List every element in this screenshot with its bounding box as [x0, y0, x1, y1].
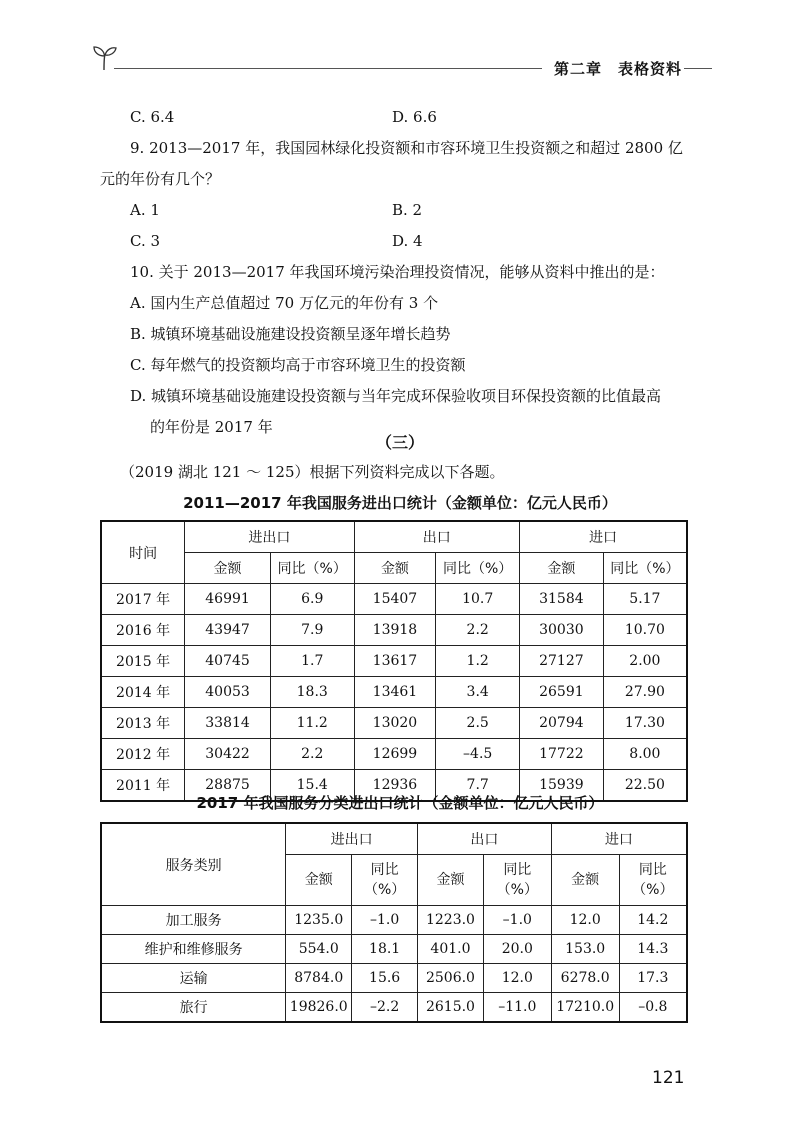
- table-cell: 27127: [520, 646, 604, 677]
- table-cell: 2011 年: [101, 770, 185, 802]
- table2: [100, 822, 688, 1023]
- table-cell: 46991: [185, 584, 271, 615]
- table-row: [101, 708, 687, 739]
- table-cell: 20.0: [483, 935, 551, 964]
- table-cell: –1.0: [352, 906, 418, 935]
- chapter-section: 表格资料: [618, 60, 683, 78]
- table-cell: 40053: [185, 677, 271, 708]
- table-cell: 2.2: [436, 615, 520, 646]
- table-cell: 2012 年: [101, 739, 185, 770]
- table-cell: 6.9: [270, 584, 354, 615]
- table-row: [101, 739, 687, 770]
- table2-header-category: 服务类别: [101, 823, 286, 906]
- page-number: 121: [652, 1068, 685, 1088]
- table2-title: 2017 年我国服务分类进出口统计（金额单位：亿元人民币）: [196, 794, 604, 812]
- table1-subheader-yoy: 同比（%）: [270, 553, 354, 584]
- table-cell: 33814: [185, 708, 271, 739]
- table-cell: 1235.0: [286, 906, 352, 935]
- yoy-unit: （%）: [632, 882, 674, 898]
- table2-header-total: 进出口: [286, 823, 418, 855]
- table-cell: –11.0: [483, 993, 551, 1023]
- table-cell: 3.4: [436, 677, 520, 708]
- yoy-label: 同比: [638, 862, 667, 878]
- table1-subheader-amount: 金额: [185, 553, 271, 584]
- q9-option-c: C. 3: [130, 232, 161, 250]
- table-cell: 13020: [354, 708, 436, 739]
- table-cell: 30422: [185, 739, 271, 770]
- table-cell: 2506.0: [418, 964, 484, 993]
- table-cell: –2.2: [352, 993, 418, 1023]
- table1-subheader-yoy: 同比（%）: [436, 553, 520, 584]
- table-cell: 2016 年: [101, 615, 185, 646]
- chapter-number: 第二章: [554, 60, 603, 78]
- q9-option-a: A. 1: [130, 201, 160, 219]
- table1-header-time: 时间: [101, 521, 185, 584]
- table-cell: 2.5: [436, 708, 520, 739]
- table-cell: 401.0: [418, 935, 484, 964]
- table-cell: 2014 年: [101, 677, 185, 708]
- table1-subheader-amount: 金额: [520, 553, 604, 584]
- table-row: [101, 646, 687, 677]
- header-rule-right: [684, 68, 712, 69]
- yoy-unit: （%）: [496, 882, 538, 898]
- table-cell: 18.3: [270, 677, 354, 708]
- table2-header-export: 出口: [418, 823, 552, 855]
- table-cell: 12.0: [551, 906, 619, 935]
- option-c-prev: C. 6.4: [130, 108, 175, 126]
- table-cell: 40745: [185, 646, 271, 677]
- table-cell: 2013 年: [101, 708, 185, 739]
- q10-option-c: C. 每年燃气的投资额均高于市容环境卫生的投资额: [130, 356, 466, 374]
- table1-subheader-yoy: 同比（%）: [603, 553, 687, 584]
- table-cell: 5.17: [603, 584, 687, 615]
- table-cell: 旅行: [101, 993, 286, 1023]
- table-cell: 运输: [101, 964, 286, 993]
- table-cell: 1.7: [270, 646, 354, 677]
- table-cell: 554.0: [286, 935, 352, 964]
- table-cell: 19826.0: [286, 993, 352, 1023]
- q10-option-b: B. 城镇环境基础设施建设投资额呈逐年增长趋势: [130, 325, 451, 343]
- table-cell: 13461: [354, 677, 436, 708]
- table-cell: 15939: [520, 770, 604, 802]
- table-cell: 18.1: [352, 935, 418, 964]
- q10-option-d-line2: 的年份是 2017 年: [150, 418, 273, 436]
- table1-header-total: 进出口: [185, 521, 354, 553]
- table-row: [101, 993, 687, 1023]
- table-cell: 2615.0: [418, 993, 484, 1023]
- table-row: [101, 677, 687, 708]
- table-cell: 43947: [185, 615, 271, 646]
- yoy-unit: （%）: [363, 882, 406, 898]
- table-cell: 2015 年: [101, 646, 185, 677]
- table-cell: 2.00: [603, 646, 687, 677]
- table-cell: 17722: [520, 739, 604, 770]
- table-row: [101, 584, 687, 615]
- table-cell: –4.5: [436, 739, 520, 770]
- table1-subheader-amount: 金额: [354, 553, 436, 584]
- table2-subheader-amount: 金额: [286, 855, 352, 906]
- table-cell: 2.2: [270, 739, 354, 770]
- table-cell: 27.90: [603, 677, 687, 708]
- table-cell: 7.7: [436, 770, 520, 802]
- table-cell: 15.4: [270, 770, 354, 802]
- table-cell: 14.3: [619, 935, 687, 964]
- table2-subheader-amount: 金额: [551, 855, 619, 906]
- table-cell: 8784.0: [286, 964, 352, 993]
- yoy-label: 同比: [370, 862, 399, 878]
- yoy-label: 同比: [503, 862, 532, 878]
- table2-subheader-amount: 金额: [418, 855, 484, 906]
- table-cell: 31584: [520, 584, 604, 615]
- table-cell: 17210.0: [551, 993, 619, 1023]
- table2-subheader-yoy: [619, 855, 687, 906]
- section-intro: （2019 湖北 121 ～ 125）根据下列资料完成以下各题。: [120, 463, 505, 481]
- table-cell: 10.7: [436, 584, 520, 615]
- table-cell: 8.00: [603, 739, 687, 770]
- table-cell: 26591: [520, 677, 604, 708]
- table-cell: 153.0: [551, 935, 619, 964]
- q10-option-a: A. 国内生产总值超过 70 万亿元的年份有 3 个: [130, 294, 439, 312]
- table-cell: 17.3: [619, 964, 687, 993]
- table-cell: 10.70: [603, 615, 687, 646]
- q10-stem: 10. 关于 2013—2017 年我国环境污染治理投资情况，能够从资料中推出的是：: [130, 263, 665, 281]
- table-cell: 13617: [354, 646, 436, 677]
- option-d-prev: D. 6.6: [392, 108, 437, 126]
- table1-header-import: 进口: [520, 521, 687, 553]
- table1-header-export: 出口: [354, 521, 519, 553]
- table2-header-import: 进口: [551, 823, 687, 855]
- chapter-title: [554, 58, 682, 79]
- table-cell: 12936: [354, 770, 436, 802]
- table-row: [101, 935, 687, 964]
- table-cell: –0.8: [619, 993, 687, 1023]
- section-heading: （三）: [375, 433, 424, 452]
- table-cell: 20794: [520, 708, 604, 739]
- table-cell: 14.2: [619, 906, 687, 935]
- table2-subheader-yoy: [483, 855, 551, 906]
- table-cell: 6278.0: [551, 964, 619, 993]
- table-cell: 加工服务: [101, 906, 286, 935]
- table-cell: 维护和维修服务: [101, 935, 286, 964]
- table-cell: –1.0: [483, 906, 551, 935]
- table-cell: 11.2: [270, 708, 354, 739]
- q9-option-b: B. 2: [392, 201, 423, 219]
- table-cell: 22.50: [603, 770, 687, 802]
- table-cell: 15407: [354, 584, 436, 615]
- table-cell: 13918: [354, 615, 436, 646]
- q10-option-d-line1: D. 城镇环境基础设施建设投资额与当年完成环保验收项目环保投资额的比值最高: [130, 387, 662, 405]
- table-cell: 17.30: [603, 708, 687, 739]
- table1: [100, 520, 688, 802]
- table-cell: 15.6: [352, 964, 418, 993]
- table-cell: 7.9: [270, 615, 354, 646]
- q9-option-d: D. 4: [392, 232, 423, 250]
- page-header: [92, 44, 712, 78]
- table-row: [101, 615, 687, 646]
- table-cell: 2017 年: [101, 584, 185, 615]
- table-cell: 1.2: [436, 646, 520, 677]
- table-cell: 1223.0: [418, 906, 484, 935]
- header-rule-left: [114, 68, 542, 69]
- table2-subheader-yoy: [352, 855, 418, 906]
- q9-stem-line2: 元的年份有几个？: [100, 170, 221, 188]
- table-row: [101, 964, 687, 993]
- table1-title: 2011—2017 年我国服务进出口统计（金额单位：亿元人民币）: [183, 494, 617, 512]
- table-cell: 12699: [354, 739, 436, 770]
- q9-stem-line1: 9. 2013—2017 年，我国园林绿化投资额和市容环境卫生投资额之和超过 2800 亿: [130, 139, 683, 157]
- table-cell: 30030: [520, 615, 604, 646]
- table-cell: 12.0: [483, 964, 551, 993]
- table-row: [101, 906, 687, 935]
- table-cell: 28875: [185, 770, 271, 802]
